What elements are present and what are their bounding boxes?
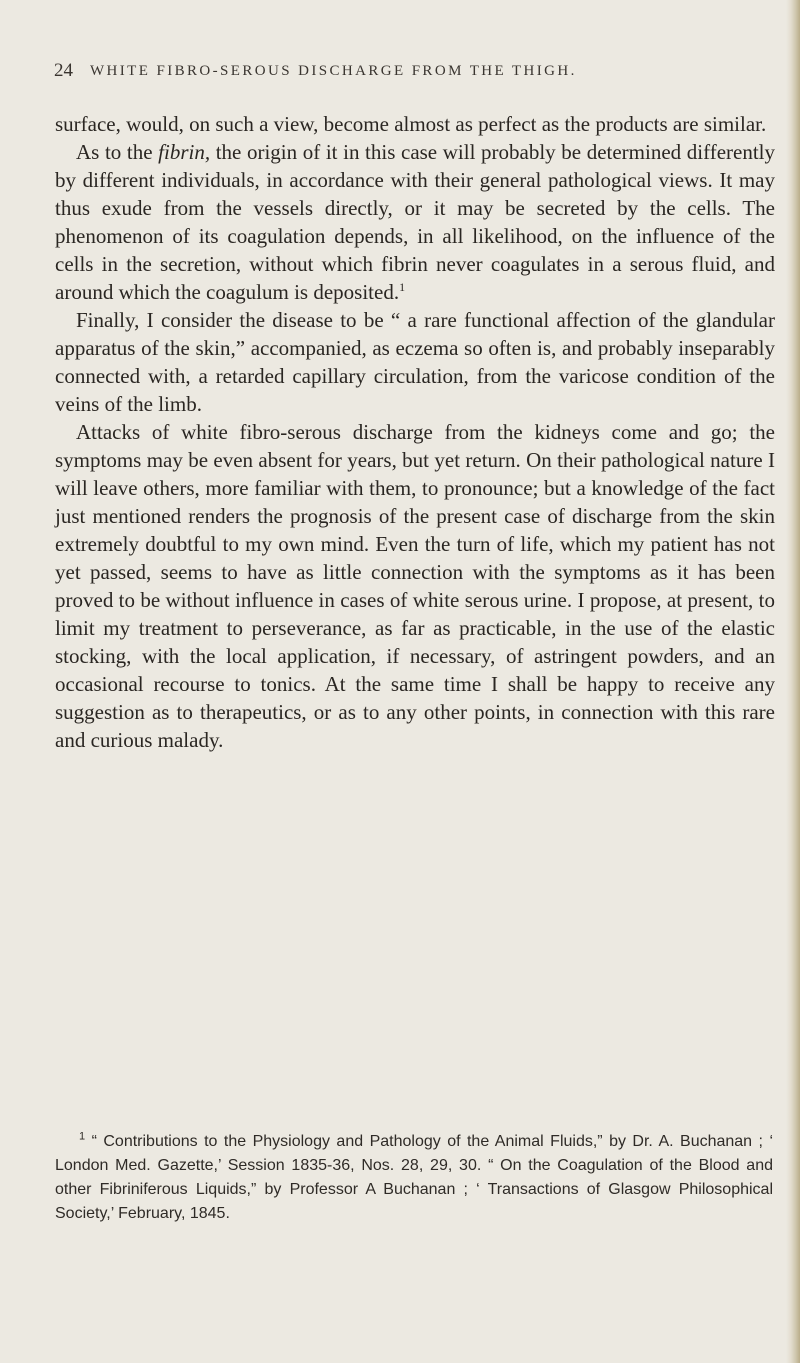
footnote-entry bbox=[55, 1130, 773, 1226]
page-edge-shadow bbox=[786, 0, 800, 1363]
paragraph-fibrin bbox=[55, 138, 775, 306]
footnote-reference[interactable]: 1 bbox=[399, 280, 406, 294]
paragraph-text: the origin of it in this case will probably be determined differently by different individuals, in accordance with their general pathological views. It may thus exude from the vessels directly, or it may be secreted by the cells. The phenomenon of its coagulation depends, in all likelihood, on the influence of the cells in the secretion, without which fibrin never coagulates in a serous fluid, and around which the coagulum is deposited. bbox=[55, 140, 776, 304]
fibrin-term: fibrin, bbox=[158, 140, 211, 164]
paragraph-continuation bbox=[55, 110, 775, 138]
page-number: 24 bbox=[54, 60, 73, 81]
paragraph-text: Finally, I consider the disease to be “ a rare functional affection of the glandular apparatus of the skin,” accompanied, as eczema so often is, and probably inseparably connected with, a retarded capillary circulation, from the varicose condition of the veins of the limb. bbox=[55, 308, 775, 416]
paragraph-text: Attacks of white fibro-serous discharge from the kidneys come and go; the symptoms may be even absent for years, but yet return. On their pathological nature I will leave others, more familiar with them, to pronounce; but a knowledge of the fact just mentioned renders the prognosis of the present case of discharge from the skin extremely doubtful to my own mind. Even the turn of life, which my patient has not yet passed, seems to have as little connection with the symptoms as it has been proved to be without influence in cases of white serous urine. I propose, at present, to limit my treatment to perseverance, as far as practicable, in the use of the elastic stocking, with the local application, if necessary, of astringent powders, and an occasional recourse to tonics. At the same time I shall be happy to receive any suggestion as to therapeutics, or as to any other points, in connection with this rare and curious malady. bbox=[55, 420, 775, 752]
body-text bbox=[55, 110, 775, 754]
footnote-marker: 1 bbox=[79, 1130, 86, 1143]
running-title: WHITE FIBRO-SEROUS DISCHARGE FROM THE THIGH. bbox=[90, 63, 577, 79]
paragraph-finally bbox=[55, 306, 775, 418]
footnote bbox=[55, 1130, 773, 1226]
running-head bbox=[54, 60, 764, 86]
paragraph-attacks bbox=[55, 418, 775, 754]
footnote-text: “ Contributions to the Physiology and Pathology of the Animal Fluids,” by Dr. A. Buchanan ; ‘ London Med. Gazette,’ Session 1835-36, Nos. 28, 29, 30. “ On the Coagulation of the Blood and other Fibriniferous Liquids,” by Professor A Buchanan ; ‘ Transactions of Glasgow Philosophical Society,’ February, 1845. bbox=[55, 1133, 773, 1222]
paragraph-text: surface, would, on such a view, become almost as perfect as the products are similar. bbox=[55, 112, 767, 136]
paragraph-lead: As to the bbox=[76, 140, 159, 164]
